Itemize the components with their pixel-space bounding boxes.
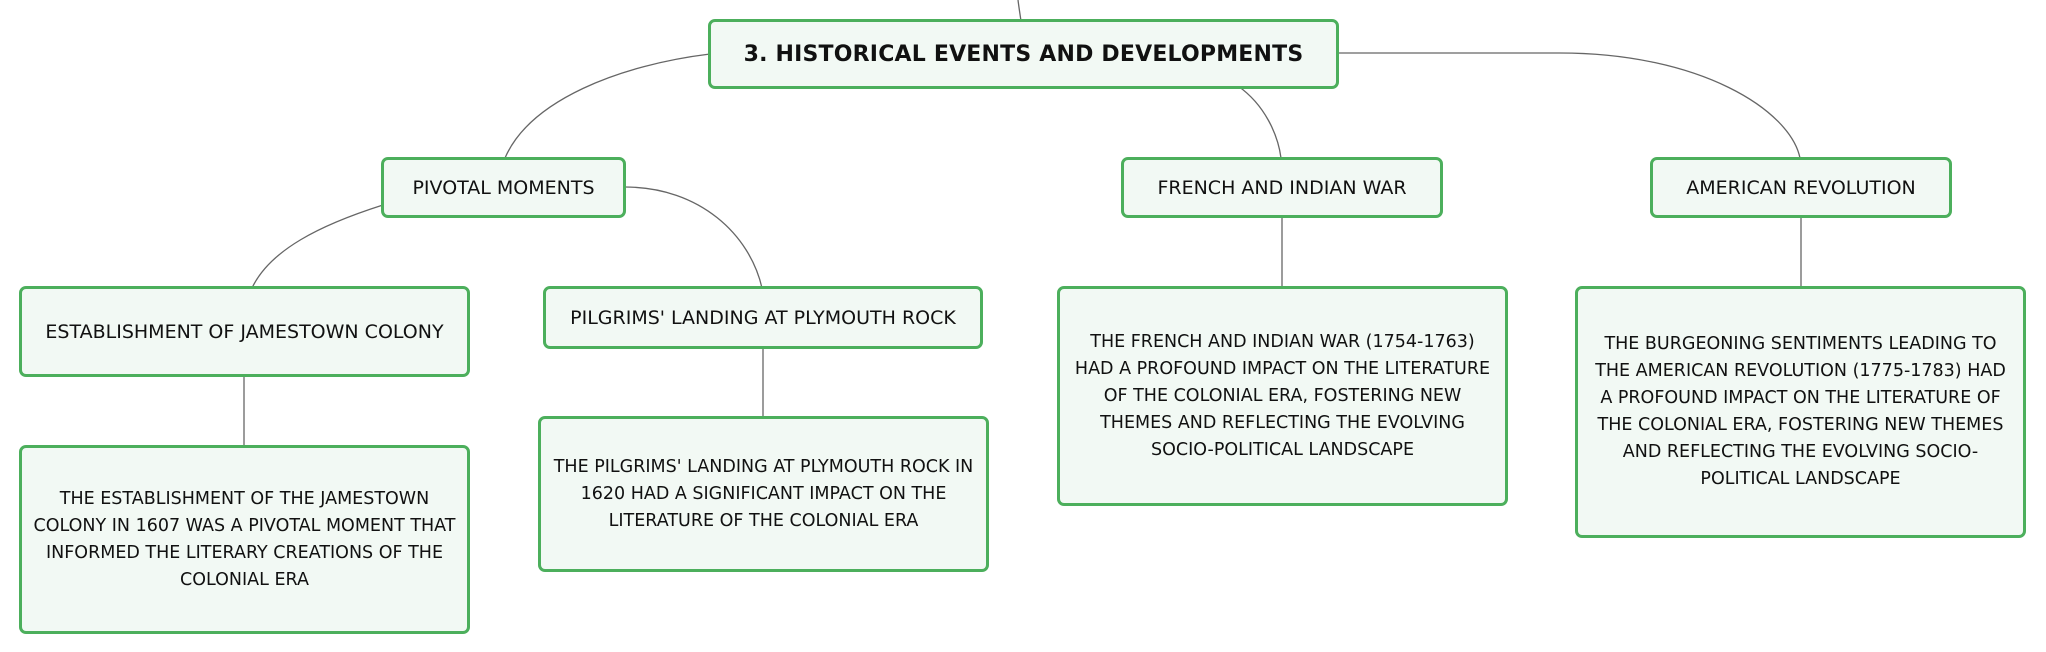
- node-plymouth-rock[interactable]: PILGRIMS' LANDING AT PLYMOUTH ROCK: [543, 286, 983, 349]
- node-french-and-indian-war[interactable]: FRENCH AND INDIAN WAR: [1121, 157, 1443, 218]
- connector-pivotal-to-plymouth: [625, 187, 762, 288]
- node-jamestown-colony[interactable]: ESTABLISHMENT OF JAMESTOWN COLONY: [19, 286, 470, 377]
- node-revolution-detail[interactable]: THE BURGEONING SENTIMENTS LEADING TO THE AMERICAN REVOLUTION (1775-1783) HAD A PROFOUND IMPACT ON THE LITERATURE OF THE COLONIAL ERA, FOSTERING NEW THEMES AND REFLECTING THE EVOLVING SOCIO-POLITICAL LANDSCAPE: [1575, 286, 2026, 538]
- node-pivotal-moments[interactable]: PIVOTAL MOMENTS: [381, 157, 626, 218]
- root-node-title[interactable]: 3. HISTORICAL EVENTS AND DEVELOPMENTS: [708, 19, 1339, 89]
- node-american-revolution[interactable]: AMERICAN REVOLUTION: [1650, 157, 1952, 218]
- node-plymouth-detail[interactable]: THE PILGRIMS' LANDING AT PLYMOUTH ROCK IN 1620 HAD A SIGNIFICANT IMPACT ON THE LITERATURE OF THE COLONIAL ERA: [538, 416, 989, 572]
- connector-root-to-pivotal-moments: [505, 54, 710, 158]
- connector-root-to-american-revolution: [1337, 53, 1800, 158]
- node-french-war-detail[interactable]: THE FRENCH AND INDIAN WAR (1754-1763) HAD A PROFOUND IMPACT ON THE LITERATURE OF THE COLONIAL ERA, FOSTERING NEW THEMES AND REFLECTING THE EVOLVING SOCIO-POLITICAL LANDSCAPE: [1057, 286, 1508, 506]
- connector-root-to-french-and-indian-war: [1238, 86, 1281, 158]
- node-jamestown-detail[interactable]: THE ESTABLISHMENT OF THE JAMESTOWN COLONY IN 1607 WAS A PIVOTAL MOMENT THAT INFORMED THE LITERARY CREATIONS OF THE COLONIAL ERA: [19, 445, 470, 634]
- connector-parent-to-root: [1018, 0, 1021, 21]
- connector-pivotal-to-jamestown: [252, 205, 383, 288]
